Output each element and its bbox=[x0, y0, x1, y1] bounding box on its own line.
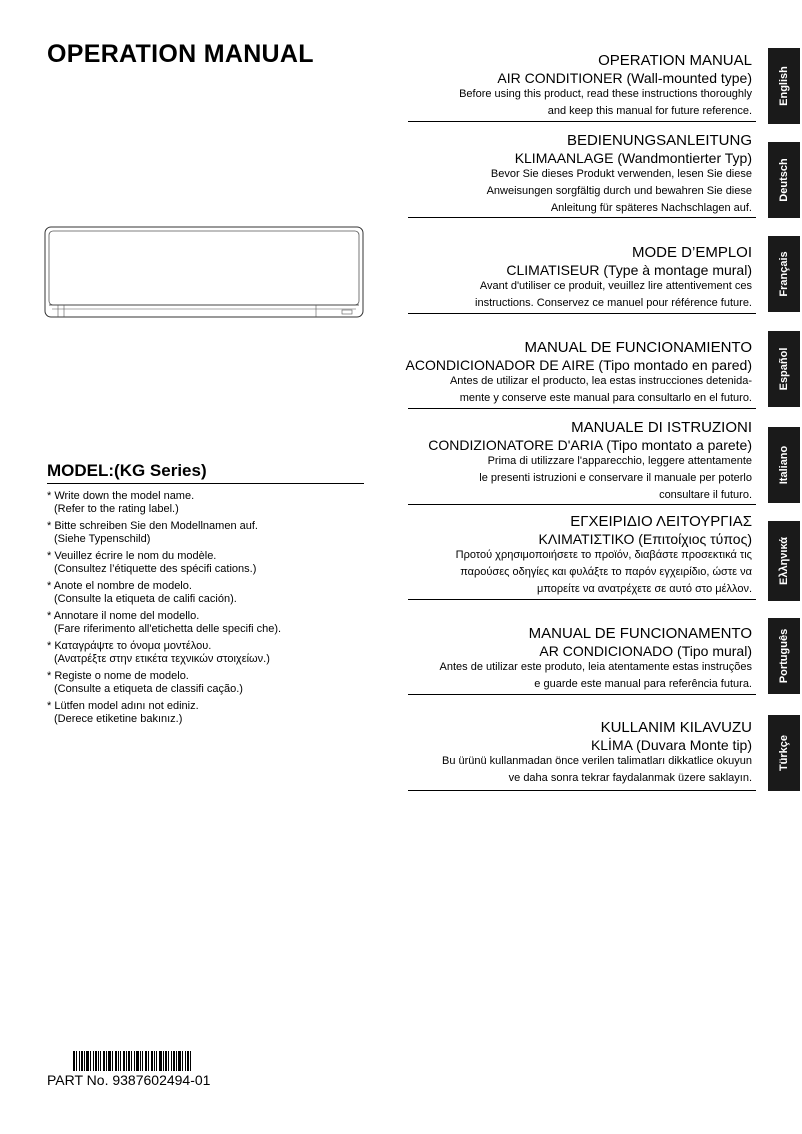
divider bbox=[408, 694, 756, 695]
model-notes bbox=[47, 490, 367, 730]
page-title: OPERATION MANUAL bbox=[47, 40, 314, 68]
model-heading: MODEL:(KG Series) bbox=[47, 461, 207, 480]
section-desc: Antes de utilizar el producto, lea estas instrucciones detenida- bbox=[449, 375, 752, 387]
section-desc: Before using this product, read these instructions thoroughly bbox=[459, 88, 752, 100]
air-conditioner-illustration bbox=[44, 226, 364, 318]
section-francais bbox=[400, 244, 756, 312]
note-item bbox=[47, 550, 367, 576]
section-desc: and keep this manual for future reference. bbox=[547, 105, 752, 117]
tab-label: English bbox=[778, 66, 790, 106]
tab-label: Español bbox=[778, 347, 790, 391]
note-line: * Lütfen model adını not ediniz. bbox=[47, 700, 199, 712]
section-title: MANUAL DE FUNCIONAMIENTO bbox=[524, 339, 752, 356]
section-desc: Προτού χρησιμοποιήσετε το προϊόν, διαβάστε προσεκτικά τις bbox=[455, 549, 752, 561]
tab-label: Türkçe bbox=[778, 734, 790, 772]
part-number: PART No. 9387602494-01 bbox=[47, 1072, 211, 1088]
note-sub: (Derece etiketine bakınız.) bbox=[54, 713, 183, 725]
section-subtitle: ΚΛΙΜΑΤΙΣΤΙΚΟ (Επιτοίχιος τύπος) bbox=[538, 531, 752, 547]
note-item bbox=[47, 640, 367, 666]
section-desc: e guarde este manual para referência futura. bbox=[534, 678, 752, 690]
section-greek bbox=[400, 513, 756, 598]
note-line: * Veuillez écrire le nom du modèle. bbox=[47, 550, 217, 562]
divider bbox=[408, 408, 756, 409]
tab-italiano bbox=[768, 427, 800, 503]
section-title: MODE D’EMPLOI bbox=[631, 244, 752, 261]
section-subtitle: AIR CONDITIONER (Wall-mounted type) bbox=[497, 70, 752, 86]
section-desc: Avant d'utiliser ce produit, veuillez lire attentivement ces bbox=[479, 280, 752, 292]
section-desc: le presenti istruzioni e conservare il manuale per poterlo bbox=[479, 472, 752, 484]
note-line: * Registe o nome de modelo. bbox=[47, 670, 189, 682]
section-turkce bbox=[400, 719, 756, 787]
note-sub: (Fare riferimento all'etichetta delle specifi che). bbox=[54, 623, 282, 635]
note-item bbox=[47, 490, 367, 516]
section-desc: ve daha sonra tekrar faydalanmak üzere saklayın. bbox=[508, 772, 752, 784]
note-item bbox=[47, 610, 367, 636]
note-item bbox=[47, 520, 367, 546]
divider bbox=[408, 504, 756, 505]
tab-francais bbox=[768, 236, 800, 312]
section-desc: Prima di utilizzare l'apparecchio, leggere attentamente bbox=[487, 455, 752, 467]
divider bbox=[408, 313, 756, 314]
note-line: * Write down the model name. bbox=[47, 490, 195, 502]
note-line: * Annotare il nome del modello. bbox=[47, 610, 200, 622]
section-portugues bbox=[400, 625, 756, 693]
tab-espanol bbox=[768, 331, 800, 407]
tab-label: Português bbox=[778, 628, 790, 684]
section-subtitle: ACONDICIONADOR DE AIRE (Tipo montado en pared) bbox=[405, 357, 752, 373]
note-sub: (Consulte la etiqueta de califi cación). bbox=[54, 593, 237, 605]
note-line: * Anote el nombre de modelo. bbox=[47, 580, 192, 592]
tab-portugues bbox=[768, 618, 800, 694]
section-desc: Anweisungen sorgfältig durch und bewahren Sie diese bbox=[486, 185, 752, 197]
section-title: MANUALE DI ISTRUZIONI bbox=[571, 419, 752, 436]
section-desc: Antes de utilizar este produto, leia atentamente estas instruções bbox=[439, 661, 752, 673]
note-sub: (Ανατρέξτε στην ετικέτα τεχνικών στοιχείων.) bbox=[54, 653, 270, 665]
section-desc: mente y conserve este manual para consultarlo en el futuro. bbox=[459, 392, 752, 404]
section-subtitle: CONDIZIONATORE D'ARIA (Tipo montato a parete) bbox=[428, 437, 752, 453]
divider bbox=[47, 483, 364, 484]
note-sub: (Refer to the rating label.) bbox=[54, 503, 179, 515]
section-title: OPERATION MANUAL bbox=[598, 52, 752, 69]
note-line: * Bitte schreiben Sie den Modellnamen auf. bbox=[47, 520, 258, 532]
section-title: ΕΓΧΕΙΡΙΔΙΟ ΛΕΙΤΟΥΡΓΙΑΣ bbox=[570, 513, 752, 530]
section-title: KULLANIM KILAVUZU bbox=[600, 719, 752, 736]
section-desc: consultare il futuro. bbox=[659, 489, 752, 501]
tab-label: Français bbox=[778, 251, 790, 297]
note-sub: (Consulte a etiqueta de classifi cação.) bbox=[54, 683, 243, 695]
divider bbox=[408, 790, 756, 791]
section-subtitle: KLIMAANLAGE (Wandmontierter Typ) bbox=[514, 150, 752, 166]
section-espanol bbox=[400, 339, 756, 407]
section-subtitle: KLİMA (Duvara Monte tip) bbox=[590, 737, 752, 753]
note-line: * Καταγράψτε το όνομα μοντέλου. bbox=[47, 640, 212, 652]
section-title: MANUAL DE FUNCIONAMENTO bbox=[528, 625, 752, 642]
note-sub: (Siehe Typenschild) bbox=[54, 533, 151, 545]
section-deutsch bbox=[400, 132, 756, 217]
section-subtitle: CLIMATISEUR (Type à montage mural) bbox=[506, 262, 752, 278]
divider bbox=[408, 217, 756, 218]
section-desc: παρούσες οδηγίες και φυλάξτε το παρόν εγχειρίδιο, ώστε να bbox=[460, 566, 752, 578]
barcode bbox=[73, 1051, 191, 1071]
section-desc: Bevor Sie dieses Produkt verwenden, lesen Sie diese bbox=[490, 168, 752, 180]
section-desc: Bu ürünü kullanmadan önce verilen talimatları dikkatlice okuyun bbox=[441, 755, 752, 767]
tab-label: Italiano bbox=[778, 445, 790, 485]
section-subtitle: AR CONDICIONADO (Tipo mural) bbox=[539, 643, 752, 659]
tab-label: Ελληνικά bbox=[778, 537, 790, 585]
section-english bbox=[400, 52, 756, 120]
section-desc: instructions. Conservez ce manuel pour référence future. bbox=[475, 297, 752, 309]
note-sub: (Consultez l’étiquette des spécifi cations.) bbox=[54, 563, 257, 575]
divider bbox=[408, 121, 756, 122]
divider bbox=[408, 599, 756, 600]
note-item bbox=[47, 580, 367, 606]
tab-greek bbox=[768, 521, 800, 601]
tab-deutsch bbox=[768, 142, 800, 218]
section-italiano bbox=[400, 419, 756, 504]
tab-english bbox=[768, 48, 800, 124]
section-desc: Anleitung für späteres Nachschlagen auf. bbox=[550, 202, 752, 214]
section-title: BEDIENUNGSANLEITUNG bbox=[566, 132, 752, 149]
note-item bbox=[47, 670, 367, 696]
tab-turkce bbox=[768, 715, 800, 791]
tab-label: Deutsch bbox=[778, 158, 790, 202]
section-desc: μπορείτε να ανατρέχετε σε αυτό στο μέλλον. bbox=[537, 583, 752, 595]
note-item bbox=[47, 700, 367, 726]
